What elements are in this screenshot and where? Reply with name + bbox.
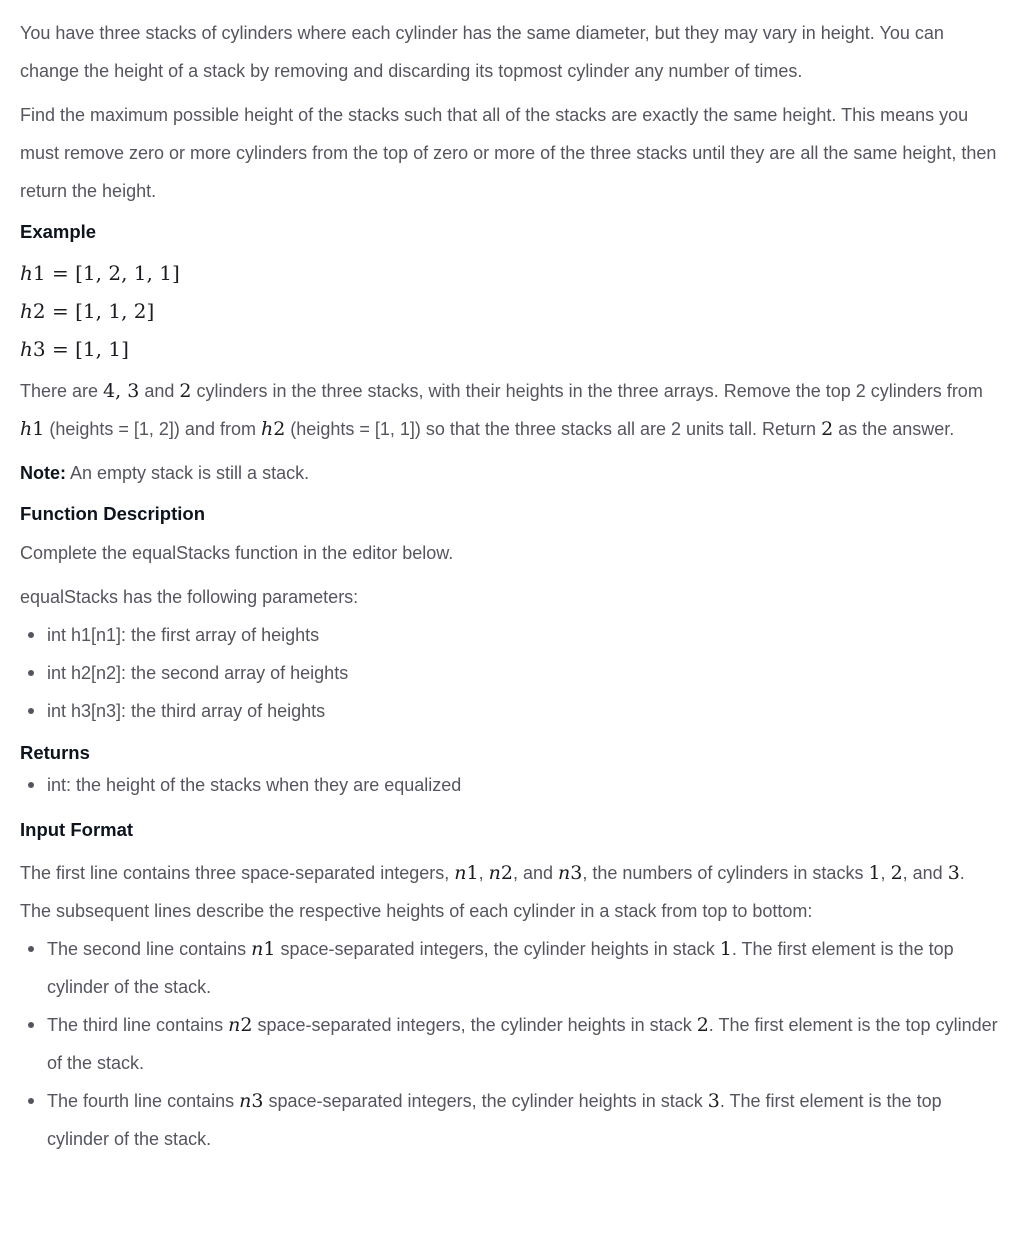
returns-list — [20, 766, 999, 804]
input-format-item: The second line contains n1 space-separated integers, the cylinder heights in stack 1. The first element is the top cylinder of the stack. — [47, 930, 999, 1006]
input-format-item: The fourth line contains n3 space-separated integers, the cylinder heights in stack 3. The first element is the top cylinder of the stack. — [47, 1082, 999, 1158]
input-format-heading: Input Format — [20, 819, 134, 840]
input-format-line-1: The first line contains three space-separated integers, n1, n2, and n3, the numbers of cylinders in stacks 1, 2, and 3. — [20, 862, 965, 884]
returns-item: int: the height of the stacks when they are equalized — [47, 766, 999, 804]
intro-paragraph-1: You have three stacks of cylinders where each cylinder has the same diameter, but they may vary in height. You can change the height of a stack by removing and discarding its topmost cylinder any number of times. — [20, 23, 944, 81]
function-description-text: Complete the equalStacks function in the editor below. — [20, 543, 454, 563]
parameter-item: int h3[n3]: the third array of heights — [47, 692, 999, 730]
input-format-list — [20, 930, 999, 1158]
function-parameters-intro: equalStacks has the following parameters: — [20, 587, 359, 607]
intro-paragraph-2: Find the maximum possible height of the stacks such that all of the stacks are exactly the same height. This means you must remove zero or more cylinders from the top of zero or more of the three stacks until they are all the same height, then return the height. — [20, 105, 997, 201]
example-arrays — [20, 254, 999, 368]
note: Note: An empty stack is still a stack. — [20, 463, 310, 483]
parameter-list — [20, 616, 999, 730]
parameter-item: int h2[n2]: the second array of heights — [47, 654, 999, 692]
example-array-h2: h2 = [1, 1, 2] — [20, 299, 155, 323]
function-description-heading: Function Description — [20, 503, 205, 524]
note-label: Note: — [20, 463, 66, 483]
example-array-h3: h3 = [1, 1] — [20, 337, 129, 361]
input-format-line-2: The subsequent lines describe the respective heights of each cylinder in a stack from top to bottom: — [20, 901, 813, 921]
example-heading: Example — [20, 221, 97, 242]
example-explanation: There are 4, 3 and 2 cylinders in the three stacks, with their heights in the three arrays. Remove the top 2 cylinders from h1 (heights = [1, 2]) and from h2 (heights = [1, 1]) so that the three stacks all are 2 units tall. Return 2 as the answer. — [20, 380, 983, 440]
returns-heading: Returns — [20, 742, 90, 763]
input-format-item: The third line contains n2 space-separated integers, the cylinder heights in stack 2. The first element is the top cylinder of the stack. — [47, 1006, 999, 1082]
example-array-h1: h1 = [1, 2, 1, 1] — [20, 261, 180, 285]
parameter-item: int h1[n1]: the first array of heights — [47, 616, 999, 654]
